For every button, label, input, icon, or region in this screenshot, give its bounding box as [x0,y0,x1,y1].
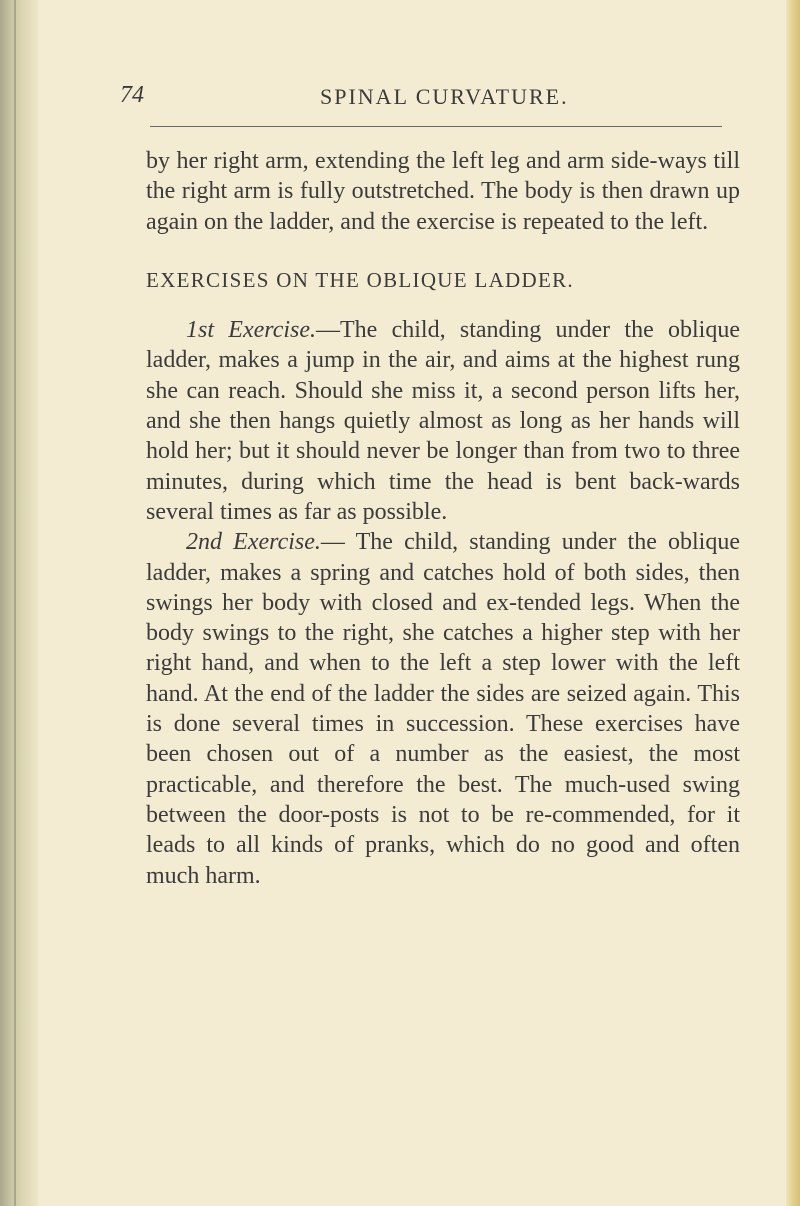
exercise-text: — The child, standing under the oblique ladder, makes a spring and catches hold of both sides, then swings her body with closed and ex-tended legs. When the body swings to the right, she catches a higher step with her right hand, and when to the left a step lower with the left hand. At the end of the ladder the sides are seized again. This is done several times in succession. These exercises have been chosen out of a number as the easiest, the most practicable, and therefore the best. The much-used swing between the door-posts is not to be re-commended, for it leads to all kinds of pranks, which do no good and often much harm. [146,529,740,889]
binding-gutter [0,0,38,1206]
exercise-label: 1st Exercise. [186,317,317,344]
exercise-label: 2nd Exercise. [186,529,321,556]
page-body [146,146,740,891]
paragraph-first-exercise [146,315,740,527]
page-number: 74 [120,82,144,108]
header-rule [150,126,722,127]
running-head: SPINAL CURVATURE. [320,84,569,109]
paragraph-second-exercise [146,527,740,891]
paragraph-continuation: by her right arm, extending the left leg and arm side-ways till the right arm is fully outstretched. The body is then drawn up again on the ladder, and the exercise is repeated to the left. [146,148,740,235]
page-header [120,82,740,112]
section-heading: EXERCISES ON THE OBLIQUE LADDER. [146,267,574,292]
page-edge [786,0,800,1206]
exercise-text: —The child, standing under the oblique ladder, makes a jump in the air, and aims at the highest rung she can reach. Should she miss it, a second person lifts her, and she then hangs quietly almost as long as her hands will hold her; but it should never be longer than from two to three minutes, during which time the head is bent back-wards several times as far as possible. [146,317,740,525]
